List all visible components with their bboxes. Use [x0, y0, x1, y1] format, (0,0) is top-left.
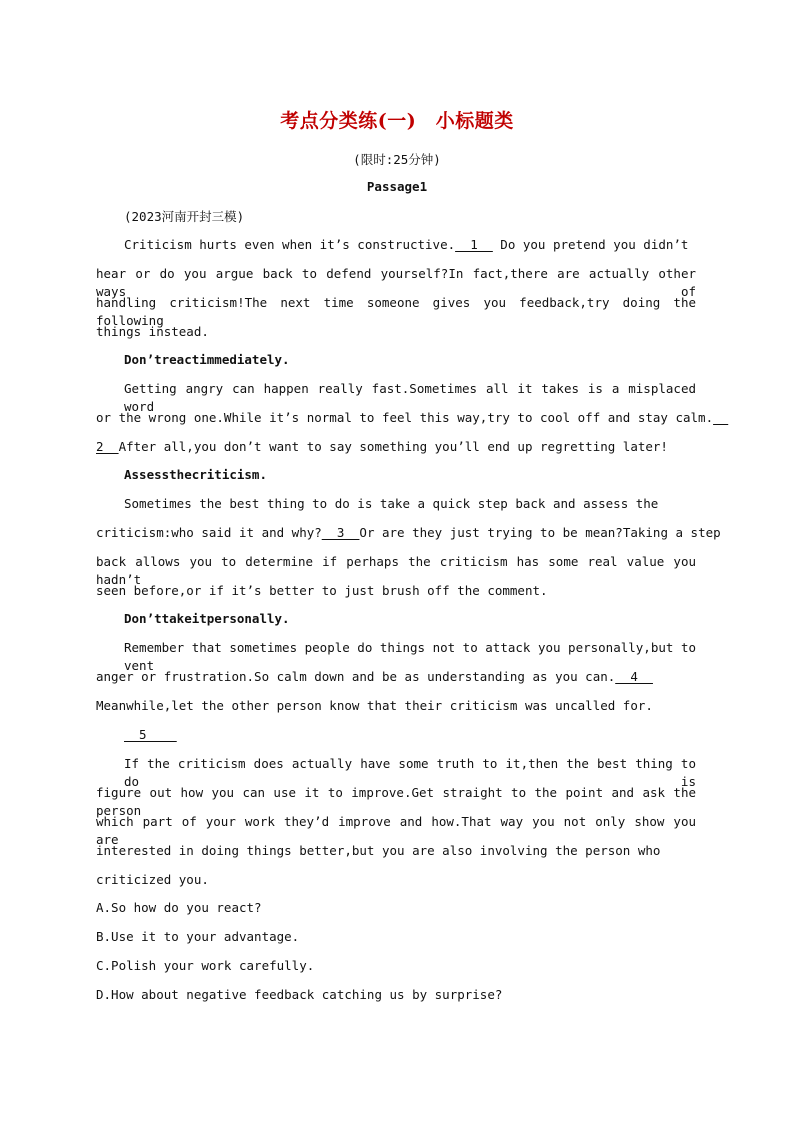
- intro-line-1: [124, 236, 696, 254]
- section4-line-4: interested in doing things better,but you are also involving the person who: [96, 843, 661, 858]
- section-heading-4: [124, 726, 696, 744]
- blank-2-start: __: [713, 410, 729, 425]
- intro-line-3: handling criticism!The next time someone gives you feedback,try doing the following: [96, 295, 696, 328]
- section2-line-1: Sometimes the best thing to do is take a quick step back and assess the: [124, 496, 659, 511]
- section-heading-1: Don’treactimmediately.: [124, 352, 290, 367]
- section1-line-2: [96, 409, 729, 427]
- section1-line-3: [96, 438, 696, 456]
- section2-text: criticism:who said it and why?: [96, 525, 322, 540]
- section-heading-3: Don’ttakeitpersonally.: [124, 611, 290, 626]
- section3-line-3: Meanwhile,let the other person know that their criticism was uncalled for.: [96, 698, 653, 713]
- option-c: C.Polish your work carefully.: [96, 958, 315, 973]
- intro-line-2: hear or do you argue back to defend yourself?In fact,there are actually other ways of: [96, 266, 696, 299]
- section4-line-3: which part of your work they’d improve and how.That way you not only show you are: [96, 814, 696, 847]
- section2-line-4: seen before,or if it’s better to just brush off the comment.: [96, 583, 548, 598]
- section1-text: or the wrong one.While it’s normal to feel this way,try to cool off and stay calm.: [96, 410, 714, 425]
- section3-line-1: Remember that sometimes people do things not to attack you personally,but to vent: [124, 640, 696, 673]
- blank-5: __5____: [124, 727, 177, 742]
- option-b: B.Use it to your advantage.: [96, 929, 300, 944]
- section4-line-5: criticized you.: [96, 872, 209, 887]
- page-title: 考点分类练(一) 小标题类: [280, 110, 514, 132]
- section1-text: After all,you don’t want to say something you’ll end up regretting later!: [118, 439, 668, 454]
- option-a: A.So how do you react?: [96, 900, 262, 915]
- section4-line-2: figure out how you can use it to improve.Get straight to the point and ask the person: [96, 785, 696, 818]
- blank-3: __3__: [321, 525, 360, 540]
- section2-line-2: [96, 524, 721, 542]
- intro-text: Criticism hurts even when it’s constructive.: [124, 237, 456, 252]
- time-limit: (限时:25分钟): [353, 152, 441, 167]
- intro-text: Do you pretend you didn’t: [492, 237, 689, 252]
- section1-line-1: Getting angry can happen really fast.Sometimes all it takes is a misplaced word: [124, 381, 696, 414]
- section3-line-2: [96, 668, 696, 686]
- section2-line-3: back allows you to determine if perhaps the criticism has some real value you hadn’t: [96, 554, 696, 587]
- source-note: (2023河南开封三模): [124, 209, 245, 224]
- blank-4: __4__: [615, 669, 653, 684]
- intro-line-4: things instead.: [96, 324, 209, 339]
- section3-text: anger or frustration.So calm down and be as understanding as you can.: [96, 669, 616, 684]
- section2-text: Or are they just trying to be mean?Taking a step: [359, 525, 721, 540]
- blank-2-end: 2__: [96, 439, 119, 454]
- section-heading-2: Assessthecriticism.: [124, 467, 267, 482]
- passage-label: Passage1: [366, 179, 428, 194]
- blank-1: __1__: [455, 237, 493, 252]
- section4-line-1: If the criticism does actually have some truth to it,then the best thing to do is: [124, 756, 696, 789]
- option-d: D.How about negative feedback catching us by surprise?: [96, 987, 503, 1002]
